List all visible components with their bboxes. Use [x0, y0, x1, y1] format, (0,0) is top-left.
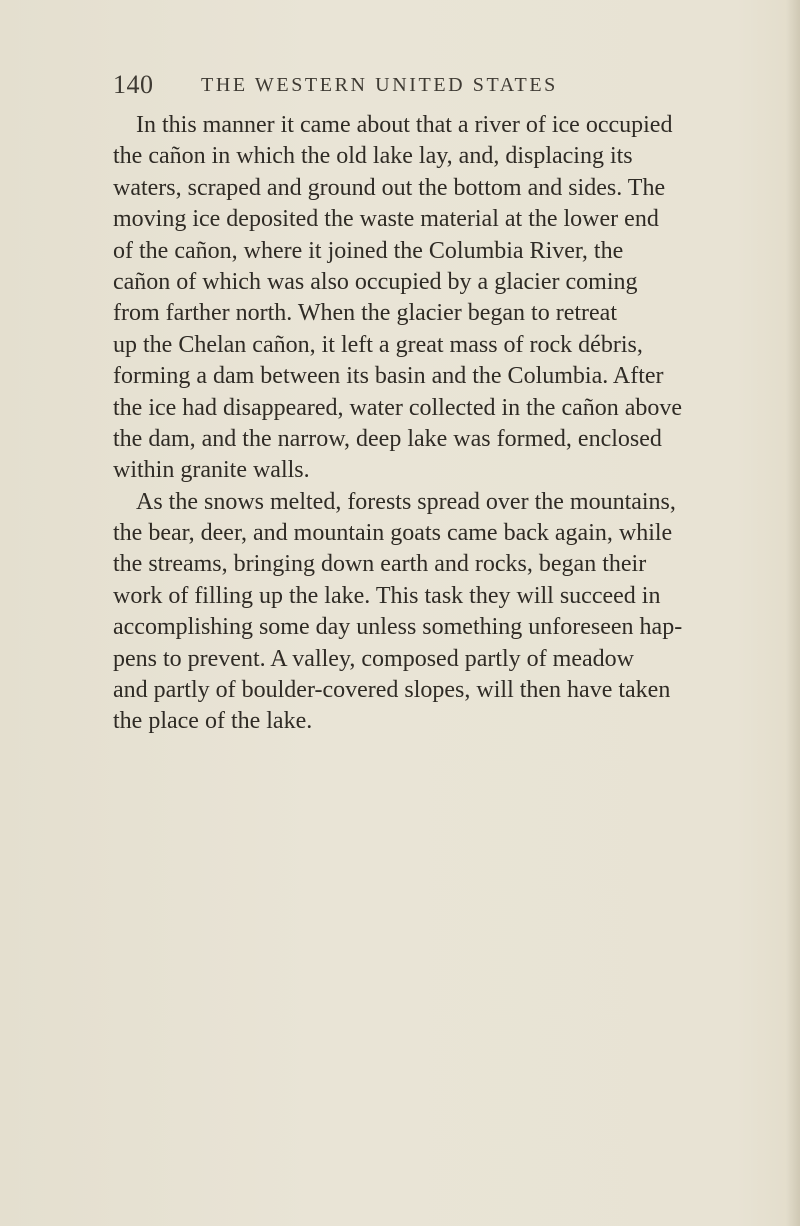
running-title: THE WESTERN UNITED STATES: [201, 74, 558, 96]
text-line: work of filling up the lake. This task they will succeed in: [113, 582, 661, 609]
page-number: 140: [113, 70, 154, 99]
text-line: In this manner it came about that a river of ice occupied: [136, 112, 673, 138]
body-text: [113, 110, 800, 738]
text-line: within granite walls.: [113, 457, 310, 484]
text-line: from farther north. When the glacier began to retreat: [113, 300, 617, 327]
text-line: forming a dam between its basin and the Columbia. After: [113, 363, 664, 390]
text-line: cañon of which was also occupied by a glacier coming: [113, 268, 638, 295]
running-head: [113, 70, 603, 100]
text-line: the bear, deer, and mountain goats came back again, while: [113, 520, 673, 547]
text-line: waters, scraped and ground out the bottom and sides. The: [113, 174, 666, 201]
text-line: the cañon in which the old lake lay, and, displacing its: [113, 143, 633, 170]
text-line: the ice had disappeared, water collected in the cañon above: [113, 394, 683, 421]
text-line: up the Chelan cañon, it left a great mass of rock débris,: [113, 331, 643, 358]
paragraph-1: [113, 110, 800, 487]
text-line: accomplishing some day unless something unforeseen hap-: [113, 614, 683, 641]
text-line: of the cañon, where it joined the Columbia River, the: [113, 237, 624, 264]
text-line: As the snows melted, forests spread over the mountains,: [136, 488, 676, 515]
text-line: pens to prevent. A valley, composed partly of meadow: [113, 645, 634, 672]
text-line: the dam, and the narrow, deep lake was formed, enclosed: [113, 425, 662, 452]
text-line: moving ice deposited the waste material at the lower end: [113, 206, 659, 233]
text-line: the streams, bringing down earth and rocks, began their: [113, 551, 647, 578]
paragraph-2: [113, 487, 800, 738]
text-line: the place of the lake.: [113, 708, 313, 735]
text-line: and partly of boulder-covered slopes, will then have taken: [113, 677, 671, 704]
